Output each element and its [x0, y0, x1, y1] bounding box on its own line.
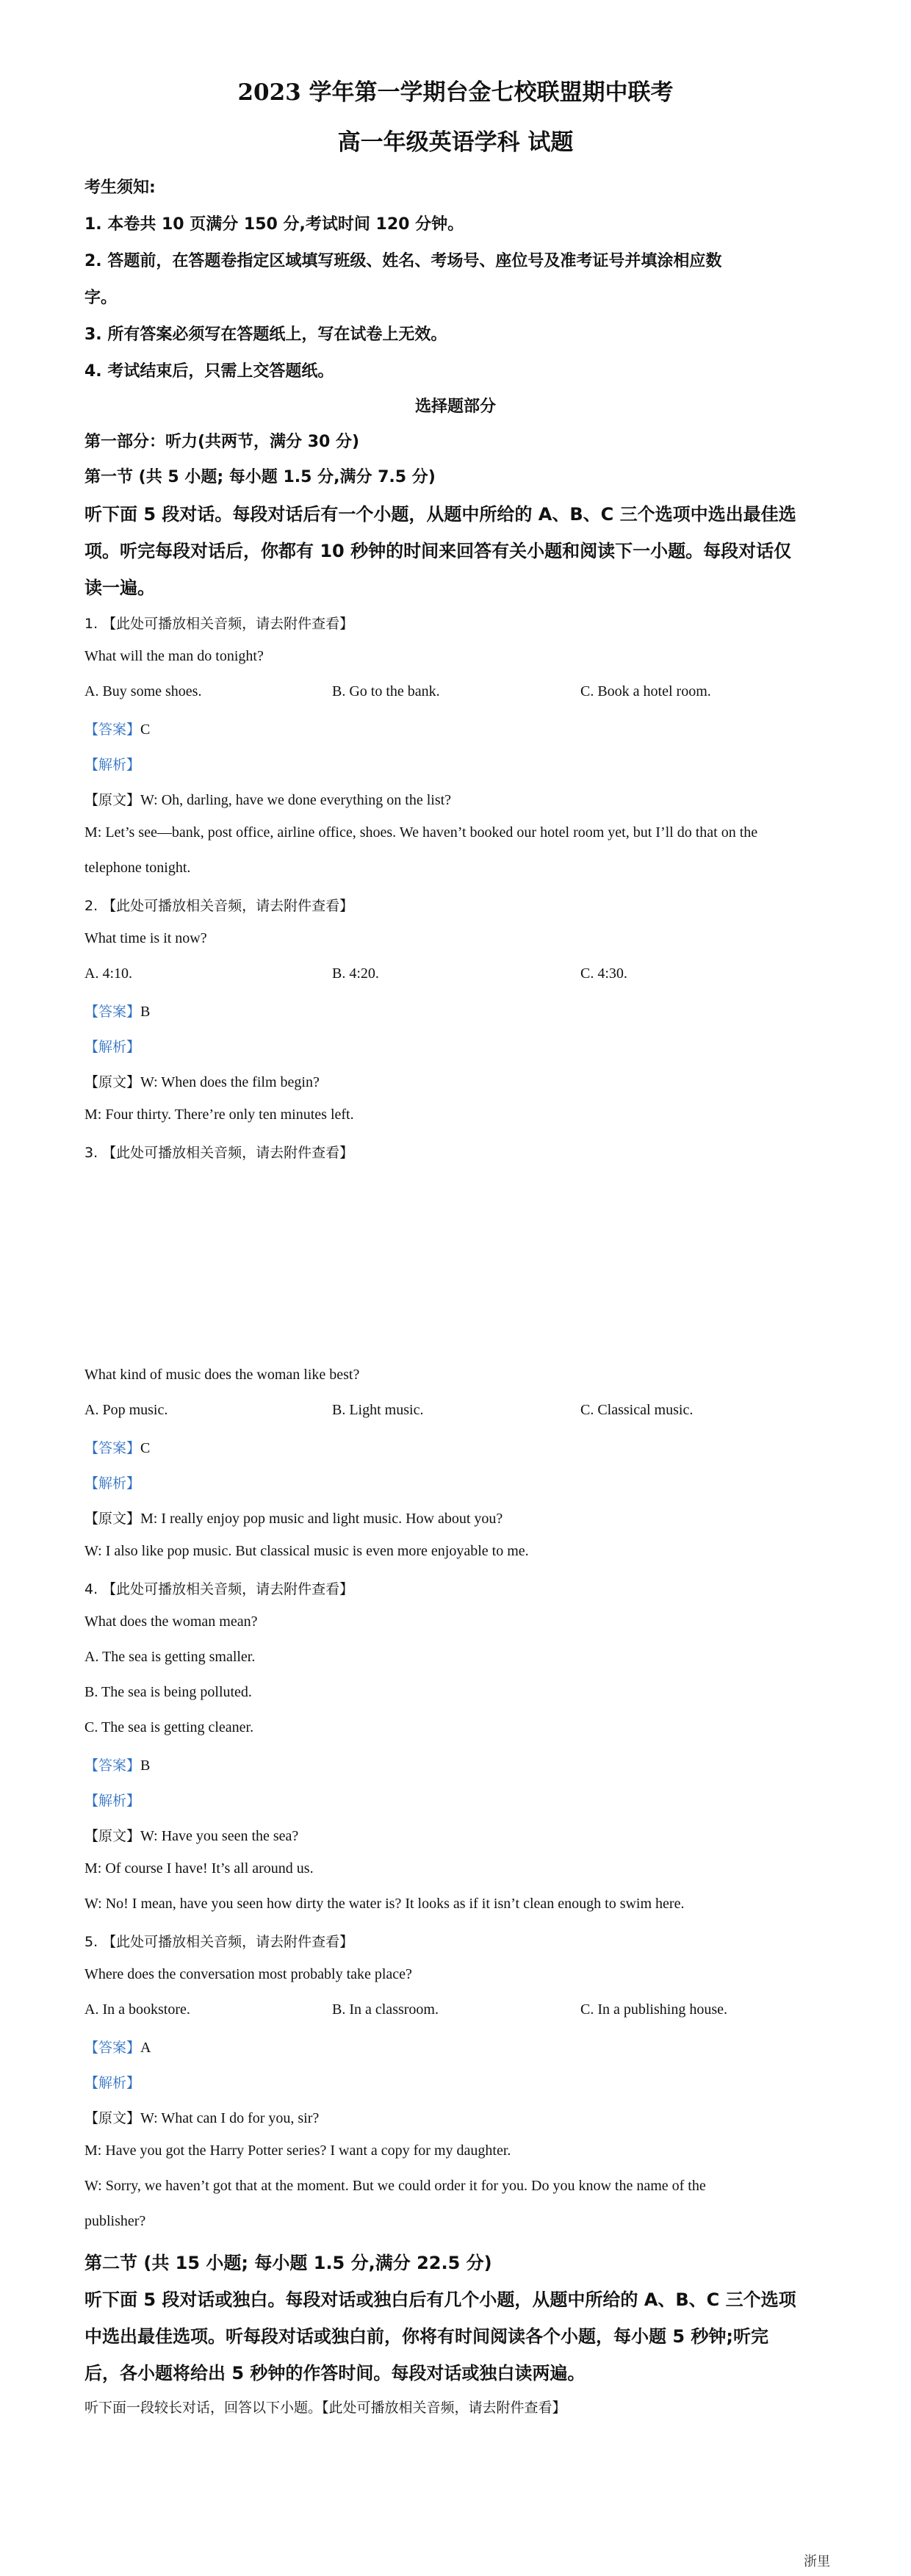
- original-label: 【原文】: [84, 1828, 141, 1844]
- answer-label: 【答案】: [84, 2040, 141, 2056]
- notice-item-3: 3. 所有答案必须写在答题纸上，写在试卷上无效。: [84, 325, 447, 344]
- q4-question: What does the woman mean?: [84, 1613, 258, 1630]
- q4-original-1: [84, 1825, 827, 1845]
- notice-heading: 考生须知:: [84, 179, 156, 197]
- q5-orig-text-1: W: What can I do for you, sir?: [140, 2110, 320, 2126]
- q1-analysis-label: 【解析】: [84, 757, 141, 773]
- original-label: 【原文】: [84, 792, 141, 808]
- q4-audio-link[interactable]: 4. 【此处可播放相关音频，请去附件查看】: [84, 1581, 354, 1597]
- q1-answer-value: C: [140, 722, 151, 738]
- exam-subtitle: 高一年级英语学科 试题: [337, 129, 574, 156]
- q3-option-a: A. Pop music.: [84, 1402, 168, 1418]
- q5-original-3: W: Sorry, we haven’t got that at the moment. But we could order it for you. Do you know the name of the: [84, 2178, 706, 2194]
- q3-question: What kind of music does the woman like best?: [84, 1367, 360, 1383]
- q5-analysis-label: 【解析】: [84, 2075, 141, 2091]
- q2-audio-link[interactable]: 2. 【此处可播放相关音频，请去附件查看】: [84, 898, 354, 914]
- q5-option-a: A. In a bookstore.: [84, 2001, 190, 2018]
- q5-answer-value: A: [140, 2040, 151, 2056]
- part1-instruction-2: 项。听完每段对话后，你都有 10 秒钟的时间来回答有关小题和阅读下一小题。每段对话仅: [84, 541, 792, 561]
- q2-original-2: M: Four thirty. There’re only ten minutes left.: [84, 1107, 354, 1123]
- q3-analysis-label: 【解析】: [84, 1475, 141, 1492]
- q3-answer: [84, 1437, 827, 1457]
- q1-original-2: M: Let’s see—bank, post office, airline office, shoes. We haven’t booked our hotel room yet, but I’ll do that on the: [84, 824, 758, 841]
- q4-answer: [84, 1755, 827, 1774]
- q4-analysis-label: 【解析】: [84, 1793, 141, 1809]
- q3-audio-link[interactable]: 3. 【此处可播放相关音频，请去附件查看】: [84, 1145, 354, 1161]
- q4-option-b: B. The sea is being polluted.: [84, 1684, 252, 1700]
- answer-label: 【答案】: [84, 722, 141, 738]
- part1-instruction-1: 听下面 5 段对话。每段对话后有一个小题，从题中所给的 A、B、C 三个选项中选出最佳选: [84, 504, 796, 525]
- q4-orig-text-1: W: Have you seen the sea?: [140, 1828, 299, 1844]
- q3-original-2: W: I also like pop music. But classical music is even more enjoyable to me.: [84, 1543, 529, 1559]
- q2-analysis-label: 【解析】: [84, 1039, 141, 1055]
- q2-original-1: [84, 1071, 827, 1091]
- part1-instruction-3: 读一遍。: [84, 578, 155, 598]
- q5-original-4: publisher?: [84, 2213, 146, 2229]
- answer-label: 【答案】: [84, 1757, 141, 1774]
- q4-answer-value: B: [140, 1757, 151, 1774]
- section-title: 选择题部分: [414, 397, 496, 416]
- part1-sec2-instruction-2: 中选出最佳选项。听每段对话或独白前，你将有时间阅读各个小题，每小题 5 秒钟;听完: [84, 2326, 769, 2347]
- q2-orig-text-1: W: When does the film begin?: [140, 1074, 320, 1090]
- notice-item-1: 1. 本卷共 10 页满分 150 分,考试时间 120 分钟。: [84, 215, 464, 234]
- q4-option-c: C. The sea is getting cleaner.: [84, 1719, 254, 1735]
- q2-answer-value: B: [140, 1004, 151, 1020]
- q1-option-b: B. Go to the bank.: [332, 683, 440, 699]
- exam-title: 2023 学年第一学期台金七校联盟期中联考: [237, 79, 674, 106]
- q4-original-2: M: Of course I have! It’s all around us.: [84, 1860, 314, 1877]
- footer-watermark: 浙里: [804, 2554, 830, 2569]
- q3-option-c: C. Classical music.: [580, 1402, 694, 1418]
- q1-audio-link[interactable]: 1. 【此处可播放相关音频，请去附件查看】: [84, 616, 354, 632]
- q5-audio-link[interactable]: 5. 【此处可播放相关音频，请去附件查看】: [84, 1934, 354, 1950]
- q2-question: What time is it now?: [84, 930, 207, 946]
- q1-orig-text-1: W: Oh, darling, have we done everything on the list?: [140, 792, 452, 808]
- part1-sec2-instruction-3: 后，各小题将给出 5 秒钟的作答时间。每段对话或独白读两遍。: [84, 2363, 586, 2383]
- answer-label: 【答案】: [84, 1004, 141, 1020]
- q5-original-2: M: Have you got the Harry Potter series? I want a copy for my daughter.: [84, 2143, 511, 2159]
- q5-original-1: [84, 2107, 827, 2127]
- original-label: 【原文】: [84, 1074, 141, 1090]
- q5-option-c: C. In a publishing house.: [580, 2001, 727, 2018]
- notice-item-2b: 字。: [84, 289, 118, 307]
- q5-option-b: B. In a classroom.: [332, 2001, 439, 2018]
- notice-item-2a: 2. 答题前，在答题卷指定区域填写班级、姓名、考场号、座位号及准考证号并填涂相应数: [84, 252, 722, 270]
- q2-option-b: B. 4:20.: [332, 965, 379, 982]
- part1-sec2-instruction-1: 听下面 5 段对话或独白。每段对话或独白后有几个小题，从题中所给的 A、B、C 三个选项: [84, 2289, 796, 2310]
- q5-question: Where does the conversation most probably take place?: [84, 1966, 412, 1982]
- original-label: 【原文】: [84, 1511, 141, 1527]
- q4-option-a: A. The sea is getting smaller.: [84, 1649, 256, 1665]
- notice-item-4: 4. 考试结束后，只需上交答题纸。: [84, 362, 334, 381]
- q5-answer: [84, 2037, 827, 2057]
- part1-sec1-heading: 第一节 (共 5 小题; 每小题 1.5 分,满分 7.5 分): [84, 468, 436, 486]
- q3-option-b: B. Light music.: [332, 1402, 424, 1418]
- part1-sec2-audio-link[interactable]: 听下面一段较长对话，回答以下小题。【此处可播放相关音频，请去附件查看】: [84, 2400, 566, 2416]
- q1-original-3: telephone tonight.: [84, 860, 191, 876]
- part1-sec2-heading: 第二节 (共 15 小题; 每小题 1.5 分,满分 22.5 分): [84, 2253, 492, 2273]
- original-label: 【原文】: [84, 2110, 141, 2126]
- part1-heading: 第一部分：听力(共两节，满分 30 分): [84, 433, 360, 451]
- q1-original-1: [84, 789, 827, 809]
- q2-option-c: C. 4:30.: [580, 965, 627, 982]
- q3-orig-text-1: M: I really enjoy pop music and light music. How about you?: [140, 1511, 503, 1527]
- answer-label: 【答案】: [84, 1440, 141, 1456]
- q3-answer-value: C: [140, 1440, 151, 1456]
- q4-original-3: W: No! I mean, have you seen how dirty the water is? It looks as if it isn’t clean enough to swim here.: [84, 1896, 685, 1912]
- q1-question: What will the man do tonight?: [84, 648, 264, 664]
- q1-option-a: A. Buy some shoes.: [84, 683, 202, 699]
- q1-option-c: C. Book a hotel room.: [580, 683, 711, 699]
- q3-original-1: [84, 1508, 827, 1528]
- q1-answer: [84, 719, 827, 738]
- q2-option-a: A. 4:10.: [84, 965, 132, 982]
- q2-answer: [84, 1001, 827, 1021]
